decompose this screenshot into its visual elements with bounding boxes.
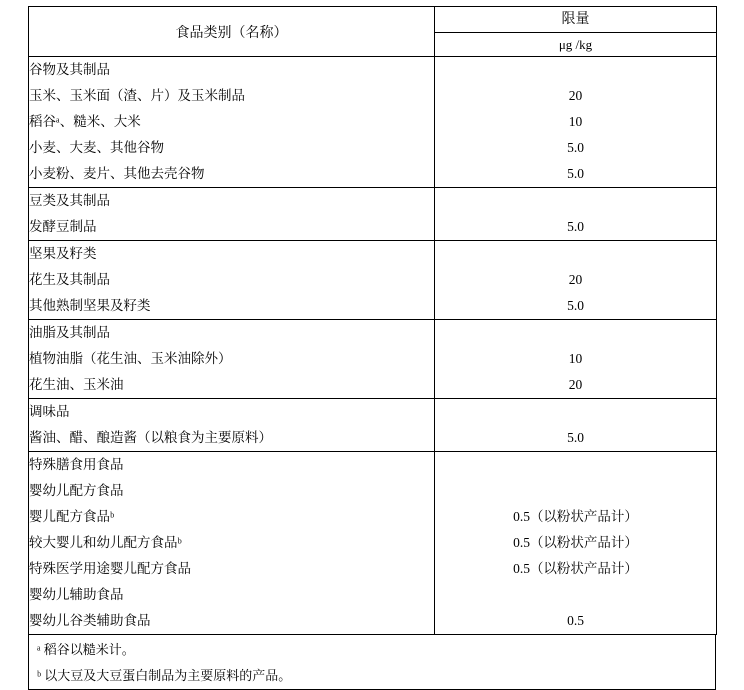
limit-value	[435, 57, 717, 84]
limit-value: 5.0	[435, 161, 717, 188]
group-title: 豆类及其制品	[29, 188, 435, 215]
limit-value: 5.0	[435, 425, 717, 452]
limit-value: 20	[435, 267, 717, 293]
limits-table-sheet	[28, 6, 716, 690]
group-title: 坚果及籽类	[29, 241, 435, 268]
table-row	[29, 83, 717, 109]
group-title: 特殊膳食用食品	[29, 452, 435, 479]
header-cell-limit	[435, 7, 717, 57]
item-label: 发酵豆制品	[29, 214, 435, 241]
item-label: 稻谷ᵃ、糙米、大米	[29, 109, 435, 135]
item-label: 玉米、玉米面（渣、片）及玉米制品	[29, 83, 435, 109]
food-limits-table	[28, 6, 717, 635]
group-title: 调味品	[29, 399, 435, 426]
limit-value: 0.5（以粉状产品计）	[435, 504, 717, 530]
table-row	[29, 504, 717, 530]
item-label: 花生油、玉米油	[29, 372, 435, 399]
limit-value: 5.0	[435, 293, 717, 320]
table-group-header-row	[29, 320, 717, 347]
limit-value: 5.0	[435, 214, 717, 241]
limit-value: 20	[435, 83, 717, 109]
group-title: 谷物及其制品	[29, 57, 435, 84]
table-group-header-row	[29, 57, 717, 84]
limit-value: 0.5	[435, 608, 717, 635]
limit-value: 20	[435, 372, 717, 399]
item-label: 特殊医学用途婴儿配方食品	[29, 556, 435, 582]
header-limit-label: 限量	[435, 7, 716, 33]
table-header-row	[29, 7, 717, 57]
limit-value: 0.5（以粉状产品计）	[435, 530, 717, 556]
item-label: 植物油脂（花生油、玉米油除外）	[29, 346, 435, 372]
table-group-header-row	[29, 399, 717, 426]
item-label: 其他熟制坚果及籽类	[29, 293, 435, 320]
footnotes-block	[28, 635, 716, 690]
table-row	[29, 293, 717, 320]
limit-value: 10	[435, 109, 717, 135]
item-label: 婴幼儿辅助食品	[29, 582, 435, 608]
table-group-header-row	[29, 452, 717, 479]
item-label: 花生及其制品	[29, 267, 435, 293]
table-row	[29, 582, 717, 608]
table-row	[29, 214, 717, 241]
item-label: 较大婴儿和幼儿配方食品ᵇ	[29, 530, 435, 556]
limit-value	[435, 452, 717, 479]
footnote-a: ᵃ 稻谷以糙米计。	[37, 642, 135, 657]
table-row	[29, 478, 717, 504]
table-row	[29, 161, 717, 188]
limit-value	[435, 241, 717, 268]
item-label: 小麦粉、麦片、其他去壳谷物	[29, 161, 435, 188]
table-group-header-row	[29, 241, 717, 268]
limit-value	[435, 188, 717, 215]
item-label: 婴幼儿谷类辅助食品	[29, 608, 435, 635]
item-label: 婴幼儿配方食品	[29, 478, 435, 504]
header-limit-unit: μg /kg	[558, 36, 593, 52]
limit-value	[435, 582, 717, 608]
limit-value: 0.5（以粉状产品计）	[435, 556, 717, 582]
footnote-b: ᵇ 以大豆及大豆蛋白制品为主要原料的产品。	[37, 668, 292, 683]
limit-value	[435, 399, 717, 426]
table-row	[29, 346, 717, 372]
table-row	[29, 556, 717, 582]
table-row	[29, 109, 717, 135]
header-name-label: 食品类别（名称）	[175, 25, 288, 41]
table-row	[29, 608, 717, 635]
table-row	[29, 135, 717, 161]
table-row	[29, 425, 717, 452]
table-row	[29, 267, 717, 293]
item-label: 小麦、大麦、其他谷物	[29, 135, 435, 161]
item-label: 酱油、醋、酿造酱（以粮食为主要原料）	[29, 425, 435, 452]
limit-value: 5.0	[435, 135, 717, 161]
limit-value	[435, 320, 717, 347]
limit-value	[435, 478, 717, 504]
header-cell-name	[29, 7, 435, 57]
table-row	[29, 530, 717, 556]
table-row	[29, 372, 717, 399]
group-title: 油脂及其制品	[29, 320, 435, 347]
limit-value: 10	[435, 346, 717, 372]
item-label: 婴儿配方食品ᵇ	[29, 504, 435, 530]
table-group-header-row	[29, 188, 717, 215]
